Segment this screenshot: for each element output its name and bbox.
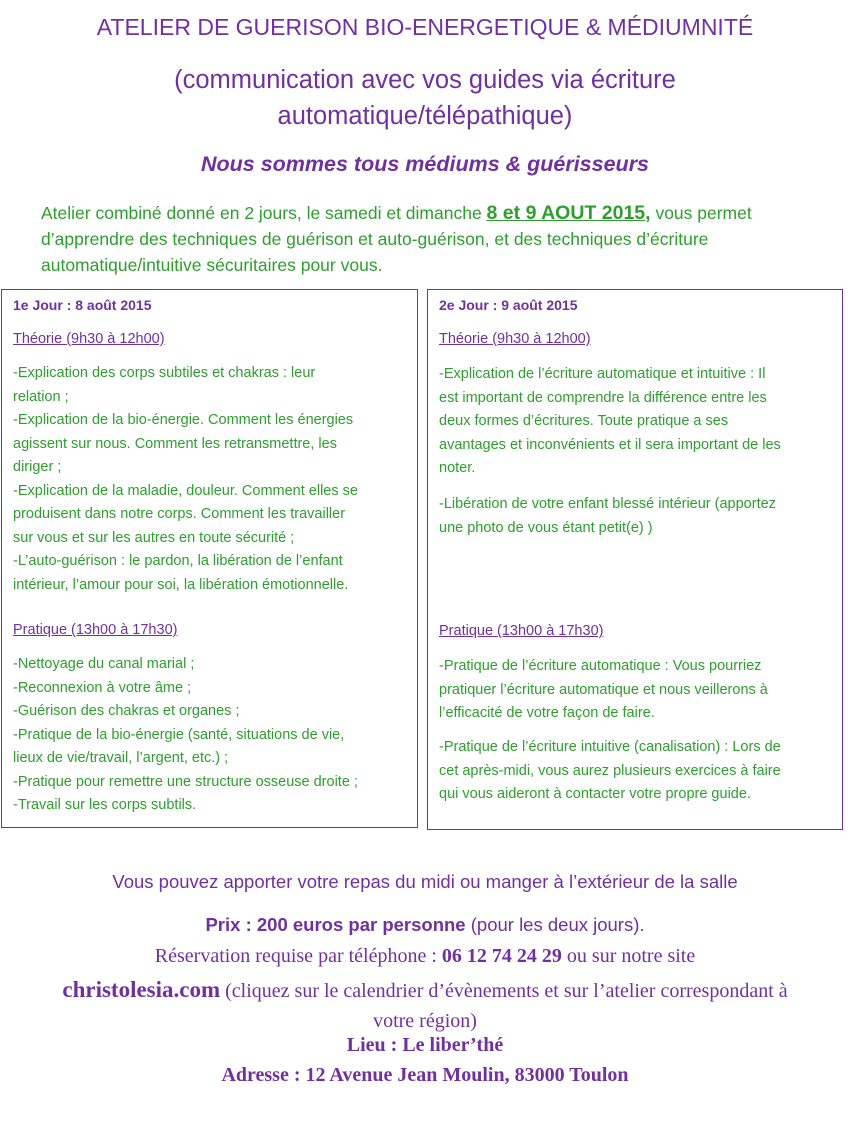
list-item: -Guérison des chakras et organes ;: [13, 703, 240, 719]
day2-practice-title: Pratique (13h00 à 17h30): [439, 623, 604, 639]
price-line: [0, 914, 850, 936]
list-item: avantages et inconvénients et il sera important de les: [439, 436, 781, 453]
list-item: sur vous et sur les autres en toute sécurité ;: [13, 529, 295, 546]
intro-line-3: automatique/intuitive sécuritaires pour vous.: [41, 255, 383, 275]
list-item: deux formes d’écritures. Toute pratique a ses: [439, 413, 729, 429]
website-link[interactable]: christolesia.com: [62, 977, 221, 1002]
day1-practice-title: Pratique (13h00 à 17h30): [13, 622, 178, 638]
meal-note: Vous pouvez apporter votre repas du midi ou manger à l’extérieur de la salle: [112, 871, 738, 892]
list-item: pratiquer l’écriture automatique et nous veillerons à: [439, 681, 768, 698]
intro-paragraph: [41, 200, 831, 278]
day2-practice-para-1: [439, 655, 834, 726]
day2-theory-para-2: [439, 493, 834, 540]
list-item: -L’auto-guérison : le pardon, la libération de l’enfant: [13, 553, 343, 569]
day2-practice-para-2: [439, 736, 834, 807]
phone-number: 06 12 74 24 29: [441, 945, 562, 967]
day2-theory-title: Théorie (9h30 à 12h00): [439, 331, 591, 347]
day2-box: [427, 289, 843, 830]
list-item: qui vous aideront à contacter votre propre guide.: [439, 786, 751, 802]
list-item: -Reconnexion à votre âme ;: [13, 679, 192, 696]
list-item: intérieur, l’amour pour soi, la libération émotionnelle.: [13, 576, 349, 593]
list-item: -Nettoyage du canal marial ;: [13, 656, 195, 672]
list-item: -Travail sur les corps subtils.: [13, 797, 197, 813]
day1-box: [1, 289, 418, 828]
list-item: cet après-midi, vous aurez plusieurs exercices à faire: [439, 762, 781, 779]
list-item: -Pratique de l’écriture intuitive (canalisation) : Lors de: [439, 739, 781, 755]
list-item: relation ;: [13, 388, 69, 405]
list-item: -Explication de la bio-énergie. Comment les énergies: [13, 412, 354, 428]
page-title: ATELIER DE GUERISON BIO-ENERGETIQUE & MÉDIUMNITÉ: [96, 14, 754, 40]
website-instructions: (cliquez sur le calendrier d’évènements et sur l’atelier correspondant à votre région): [220, 980, 788, 1032]
tagline: Nous sommes tous médiums & guérisseurs: [200, 152, 650, 176]
intro-text-end: vous permet: [650, 203, 752, 223]
price-detail: (pour les deux jours).: [465, 914, 645, 935]
reservation-line: [0, 944, 850, 968]
subtitle-line-1: (communication avec vos guides via écriture: [174, 66, 676, 94]
day2-theory-para-1: [439, 363, 834, 481]
day1-theory-title: Théorie (9h30 à 12h00): [13, 331, 165, 347]
list-item: -Explication des corps subtiles et chakras : leur: [13, 365, 316, 381]
list-item: -Pratique pour remettre une structure osseuse droite ;: [13, 773, 358, 790]
intro-dates: 8 et 9 AOUT 2015,: [486, 202, 651, 224]
day1-practice-list: [13, 653, 409, 818]
price-amount: Prix : 200 euros par personne: [205, 914, 466, 935]
day1-heading: 1e Jour : 8 août 2015: [13, 297, 152, 313]
intro-text: Atelier combiné donné en 2 jours, le samedi et dimanche: [41, 203, 487, 223]
list-item: diriger ;: [13, 459, 62, 475]
subtitle: [150, 62, 700, 134]
list-item: -Explication de l’écriture automatique et intuitive : Il: [439, 366, 766, 382]
list-item: -Explication de la maladie, douleur. Comment elles se: [13, 482, 358, 499]
list-item: -Libération de votre enfant blessé intérieur (apportez: [439, 496, 776, 512]
day1-theory-list: [13, 362, 409, 597]
intro-line-2: d’apprendre des techniques de guérison et auto-guérison, et des techniques d’écriture: [41, 229, 709, 249]
venue-name: Lieu : Le liber’thé: [346, 1034, 504, 1056]
reservation-after: ou sur notre site: [561, 945, 696, 967]
list-item: -Pratique de la bio-énergie (santé, situations de vie,: [13, 726, 345, 743]
list-item: lieux de vie/travail, l’argent, etc.) ;: [13, 750, 229, 766]
list-item: produisent dans notre corps. Comment les travailler: [13, 506, 346, 522]
list-item: une photo de vous étant petit(e) ): [439, 519, 653, 536]
list-item: l’efficacité de votre façon de faire.: [439, 705, 655, 721]
day2-heading: 2e Jour : 9 août 2015: [439, 297, 578, 313]
list-item: est important de comprendre la différence entre les: [439, 389, 767, 406]
reservation-text: Réservation requise par téléphone :: [154, 945, 442, 967]
subtitle-line-2: automatique/télépathique): [277, 102, 573, 130]
list-item: -Pratique de l’écriture automatique : Vous pourriez: [439, 658, 762, 674]
website-line: [60, 975, 790, 1036]
list-item: noter.: [439, 460, 476, 476]
list-item: agissent sur nous. Comment les retransmettre, les: [13, 435, 337, 452]
venue-address: Adresse : 12 Avenue Jean Moulin, 83000 Toulon: [221, 1064, 629, 1086]
